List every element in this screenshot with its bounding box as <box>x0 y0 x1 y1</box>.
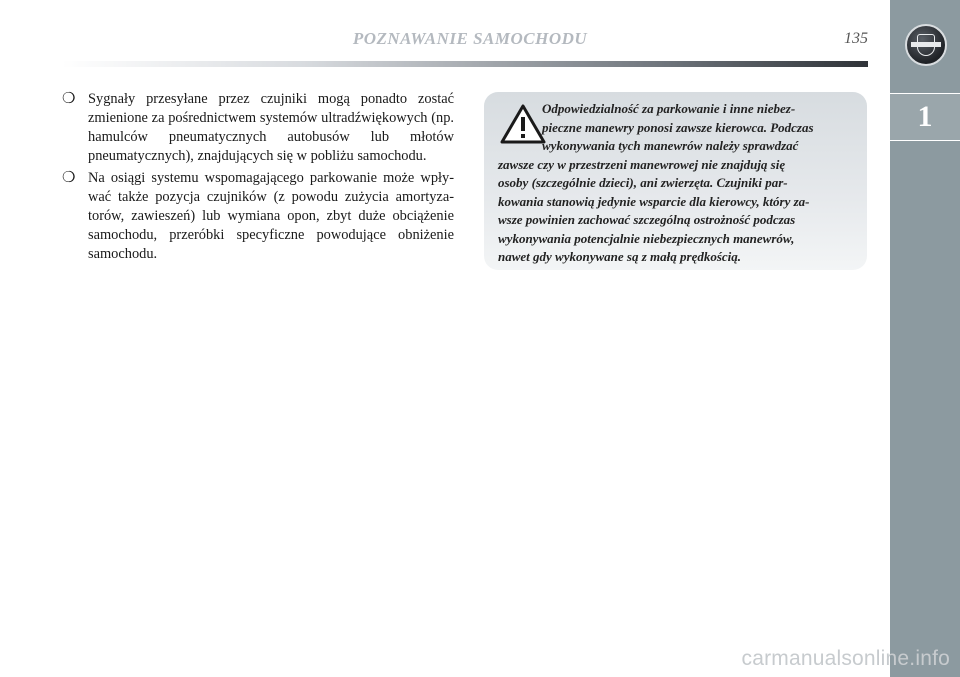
circle-bullet-icon: ❍ <box>62 170 76 186</box>
warning-box <box>484 92 867 270</box>
page-number: 135 <box>844 30 868 47</box>
warning-line: nawet gdy wykonywane są z małą prędkością. <box>498 249 742 264</box>
lancia-shield-icon <box>905 24 947 66</box>
warning-line: zawsze czy w przestrzeni manewrowej nie znajdują się <box>498 156 786 172</box>
warning-line: wykonywania tych manewrów należy sprawdzać <box>542 138 799 153</box>
chapter-number: 1 <box>917 100 933 133</box>
list-item <box>62 90 454 166</box>
chapter-tab[interactable] <box>890 93 960 141</box>
warning-line: Odpowiedzialność za parkowanie i inne niebez- <box>542 101 796 116</box>
warning-text <box>484 100 854 267</box>
circle-bullet-icon: ❍ <box>62 91 76 107</box>
warning-line: wykonywania potencjalnie niebezpiecznych manewrów, <box>498 230 795 246</box>
warning-line: wsze powinien zachować szczególną ostrożność podczas <box>498 212 796 227</box>
body-text-column <box>62 90 454 267</box>
warning-line: osoby (szczególnie dzieci), ani zwierzęta. Czujniki par- <box>498 175 788 190</box>
header-divider <box>62 61 868 67</box>
section-title: POZNAWANIE SAMOCHODU <box>352 29 588 48</box>
warning-line: pieczne manewry ponosi zawsze kierowca. Podczas <box>542 119 814 135</box>
bullet-text: Na osiągi systemu wspomagającego parkowanie może wpły-wać także pozycja czujników (z powodu zużycia amortyza-torów, zawieszeń) lub wymiana opon, zbyt duże obciążenie samochodu, przeróbki specyficzne powodujące obniżenie samochodu. <box>88 170 454 262</box>
warning-line: kowania stanowią jedynie wsparcie dla kierowcy, który za- <box>498 193 810 209</box>
list-item <box>62 169 454 264</box>
watermark: carmanualsonline.info <box>741 647 950 670</box>
bullet-text: Sygnały przesyłane przez czujniki mogą ponadto zostać zmienione za pośrednictwem systemów ultradźwiękowych (np. hamulców pneumatycznych autobusów lub młotów pneumatycznych), znajdujących się w pobliżu samochodu. <box>88 91 454 164</box>
